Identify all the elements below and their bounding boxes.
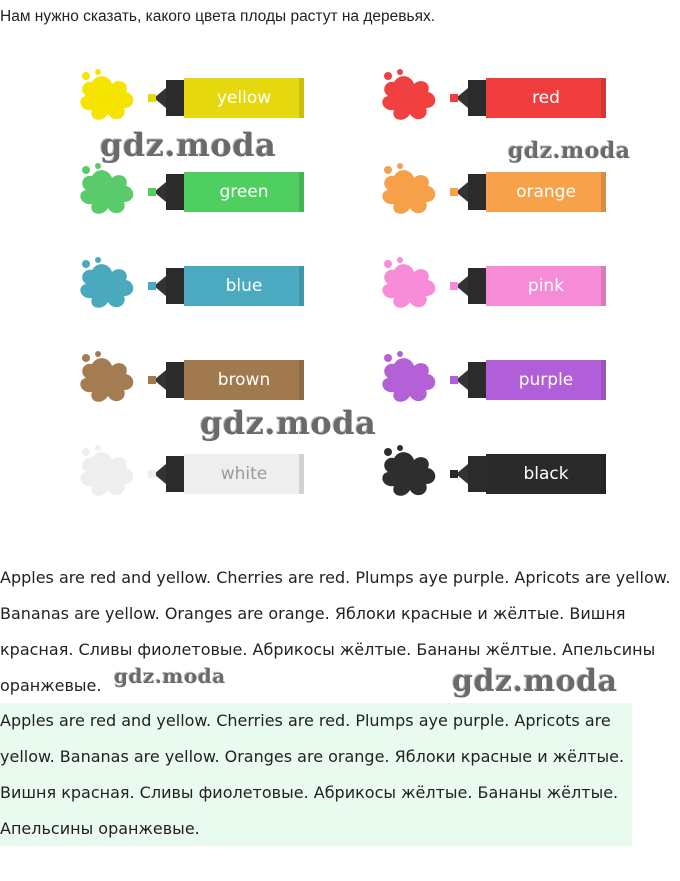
watermark-logo: gdz.moda — [200, 404, 377, 442]
highlighter-marker — [456, 172, 608, 212]
marker-label: white — [184, 454, 304, 494]
answer-block — [0, 703, 632, 846]
paint-splash-icon — [72, 444, 142, 504]
highlighter-marker — [456, 454, 608, 494]
marker-pink — [374, 256, 624, 316]
watermark-logo: gdz.moda — [452, 664, 618, 699]
highlighter-marker — [456, 360, 608, 400]
paint-splash-icon — [72, 162, 142, 222]
paint-splash-icon — [72, 256, 142, 316]
paint-splash-icon — [374, 350, 444, 410]
marker-label: blue — [184, 266, 304, 306]
marker-green — [72, 162, 322, 222]
highlighter-marker — [154, 360, 306, 400]
marker-label: yellow — [184, 78, 304, 118]
marker-black — [374, 444, 624, 504]
highlighter-marker — [154, 78, 306, 118]
answer-text: Apples are red and yellow. Cherries are red. Plumps aye purple. Apricots are yellow. Bananas are yellow. Oranges are orange. Яблоки красные и жёлтые. Вишня красная. Сливы фиолетовые. Абрикосы жёлтые. Бананы жёлтые. Апельсины оранжевые. — [0, 711, 625, 838]
marker-yellow — [72, 68, 322, 128]
highlighter-marker — [154, 454, 306, 494]
watermark-logo: gdz.moda — [508, 138, 631, 164]
task-text: Нам нужно сказать, какого цвета плоды растут на деревьях. — [0, 8, 436, 25]
marker-brown — [72, 350, 322, 410]
marker-red — [374, 68, 624, 128]
text-paragraph: Apples are red and yellow. Cherries are red. Plumps aye purple. Apricots are yellow. Bananas are yellow. Oranges are orange. Яблоки красные и жёлтые. Вишня красная. Сливы фиолетовые. Абрикосы жёлтые. Бананы жёлтые. Апельсины оранжевые. — [0, 568, 671, 695]
highlighter-marker — [154, 266, 306, 306]
marker-orange — [374, 162, 624, 222]
marker-label: orange — [486, 172, 606, 212]
watermark-logo: gdz.moda — [100, 126, 277, 164]
marker-label: purple — [486, 360, 606, 400]
marker-purple — [374, 350, 624, 410]
highlighter-marker — [456, 266, 608, 306]
paint-splash-icon — [374, 444, 444, 504]
paint-splash-icon — [374, 162, 444, 222]
marker-label: red — [486, 78, 606, 118]
paint-splash-icon — [72, 68, 142, 128]
marker-label: brown — [184, 360, 304, 400]
watermark-logo: gdz.moda — [114, 664, 226, 688]
paint-splash-icon — [72, 350, 142, 410]
highlighter-marker — [154, 172, 306, 212]
marker-label: black — [486, 454, 606, 494]
highlighter-marker — [456, 78, 608, 118]
marker-label: green — [184, 172, 304, 212]
marker-blue — [72, 256, 322, 316]
paint-splash-icon — [374, 256, 444, 316]
marker-white — [72, 444, 322, 504]
marker-label: pink — [486, 266, 606, 306]
paint-splash-icon — [374, 68, 444, 128]
